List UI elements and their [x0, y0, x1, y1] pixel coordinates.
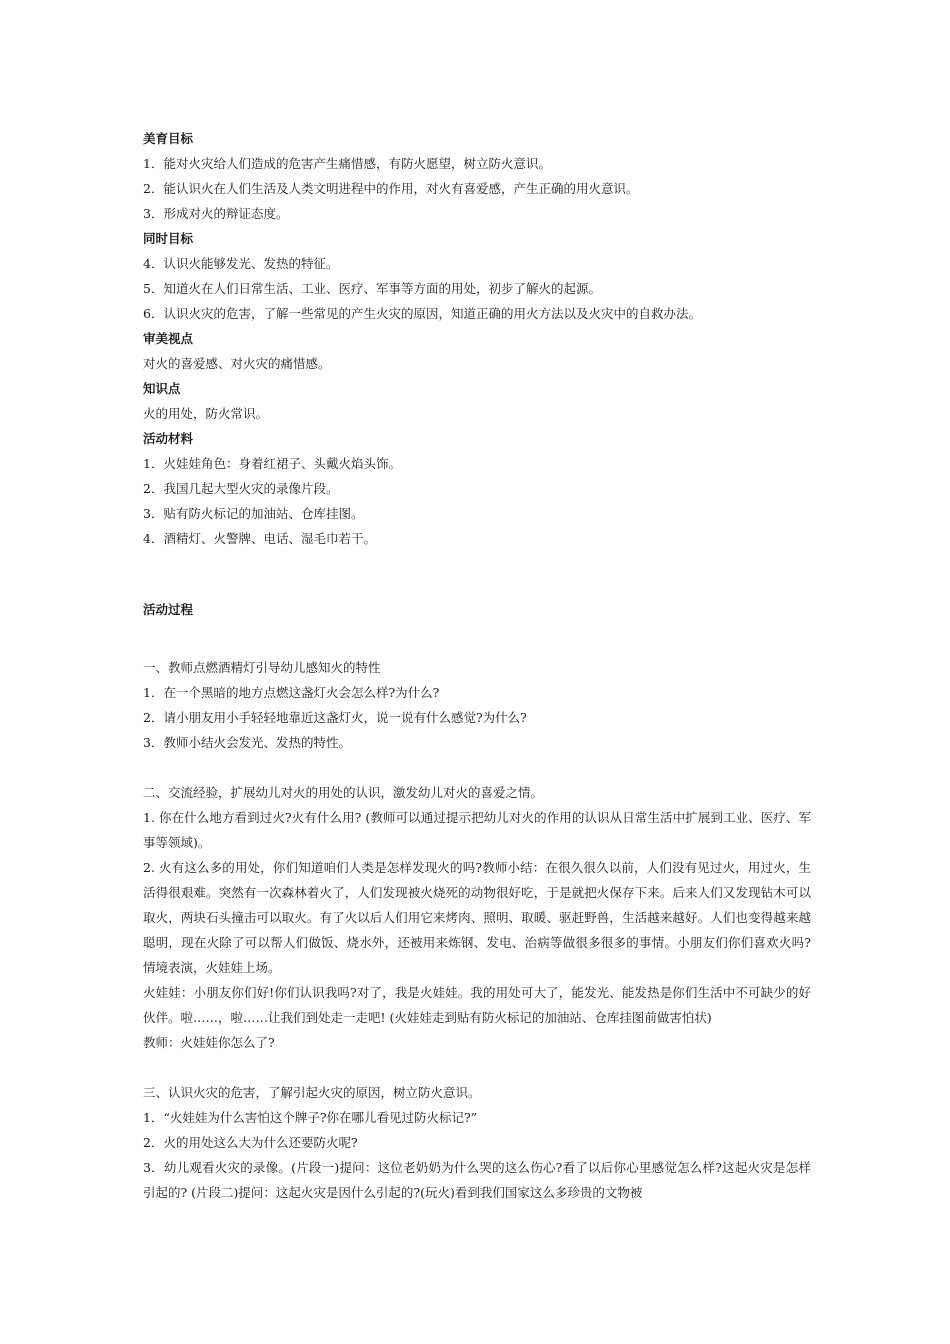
- list-item: 1．在一个黑暗的地方点燃这盏灯火会怎么样?为什么?: [143, 685, 440, 700]
- paragraph: 火的用处，防火常识。: [143, 406, 269, 421]
- section-heading-process: 活动过程: [143, 602, 194, 617]
- section-heading-knowledge: 知识点: [143, 381, 181, 396]
- paragraph: 3．幼儿观看火灾的录像。(片段一)提问：这位老奶奶为什么哭的这么伤心?看了以后你心里感觉怎么样?这起火灾是怎样引起的? (片段二)提问：这起火灾是因什么引起的?(玩火)看到我们国家这么多珍贵的文物被: [143, 1160, 811, 1200]
- list-item: 2．能认识火在人们生活及人类文明进程中的作用，对火有喜爱感，产生正确的用火意识。: [143, 181, 639, 196]
- document-body: [143, 126, 811, 1205]
- list-item: 1．能对火灾给人们造成的危害产生痛惜感，有防火愿望，树立防火意识。: [143, 156, 551, 171]
- list-item: 2．请小朋友用小手轻轻地靠近这盏灯火，说一说有什么感觉?为什么?: [143, 710, 527, 725]
- list-item: 3．贴有防火标记的加油站、仓库挂图。: [143, 506, 364, 521]
- paragraph: 2. 火有这么多的用处，你们知道咱们人类是怎样发现火的吗?教师小结：在很久很久以前，人们没有见过火，用过火，生活得很艰难。突然有一次森林着火了，人们发现被火烧死的动物很好吃，于是就把火保存下来。后来人们又发现钻木可以取火，两块石头撞击可以取火。有了火以后人们用它来烤肉、照明、取暖、驱赶野兽，生活越来越好。人们也变得越来越聪明，现在火除了可以帮人们做饭、烧水外，还被用来炼钢、发电、治病等做很多很多的事情。小朋友们你们喜欢火吗?情境表演，火娃娃上场。: [143, 860, 811, 975]
- list-item: 6．认识火灾的危害，了解一些常见的产生火灾的原因，知道正确的用火方法以及火灾中的自救办法。: [143, 306, 701, 321]
- step-title: 二、交流经验，扩展幼儿对火的用处的认识，激发幼儿对火的喜爱之情。: [143, 785, 544, 800]
- list-item: 3．形成对火的辩证态度。: [143, 206, 289, 221]
- section-heading-aesthetic-view: 审美视点: [143, 331, 194, 346]
- list-item: 5．知道火在人们日常生活、工业、医疗、军事等方面的用处，初步了解火的起源。: [143, 281, 601, 296]
- spacer: [143, 622, 811, 655]
- list-item: 3．教师小结火会发光、发热的特性。: [143, 735, 351, 750]
- list-item: 4．认识火能够发光、发热的特征。: [143, 256, 339, 271]
- spacer: [143, 1055, 811, 1080]
- section-heading-concurrent-goals: 同时目标: [143, 231, 194, 246]
- list-item: 2．我国几起大型火灾的录像片段。: [143, 481, 339, 496]
- list-item: 1．“火娃娃为什么害怕这个牌子?你在哪儿看见过防火标记?”: [143, 1110, 478, 1125]
- paragraph: 火娃娃：小朋友你们好!你们认识我吗?对了，我是火娃娃。我的用处可大了，能发光、能发热是你们生活中不可缺少的好伙伴。啦……，啦……让我们到处走一走吧! (火娃娃走到贴有防火标记的加油站、仓库挂图前做害怕状): [143, 985, 811, 1025]
- list-item: 4．酒精灯、火警牌、电话、湿毛巾若干。: [143, 531, 376, 546]
- section-heading-aesthetic-goals: 美育目标: [143, 131, 194, 146]
- step-title: 一、教师点燃酒精灯引导幼儿感知火的特性: [143, 660, 381, 675]
- paragraph: 对火的喜爱感、对火灾的痛惜感。: [143, 356, 331, 371]
- spacer: [143, 755, 811, 780]
- section-heading-materials: 活动材料: [143, 431, 194, 446]
- list-item: 2．火的用处这么大为什么还要防火呢?: [143, 1135, 358, 1150]
- paragraph: 1. 你在什么地方看到过火?火有什么用? (教师可以通过提示把幼儿对火的作用的认识从日常生活中扩展到工业、医疗、军事等领域)。: [143, 810, 811, 850]
- step-title: 三、认识火灾的危害，了解引起火灾的原因，树立防火意识。: [143, 1085, 481, 1100]
- list-item: 1．火娃娃角色：身着红裙子、头戴火焰头饰。: [143, 456, 401, 471]
- spacer: [143, 551, 811, 597]
- paragraph: 教师：火娃娃你怎么了?: [143, 1035, 275, 1050]
